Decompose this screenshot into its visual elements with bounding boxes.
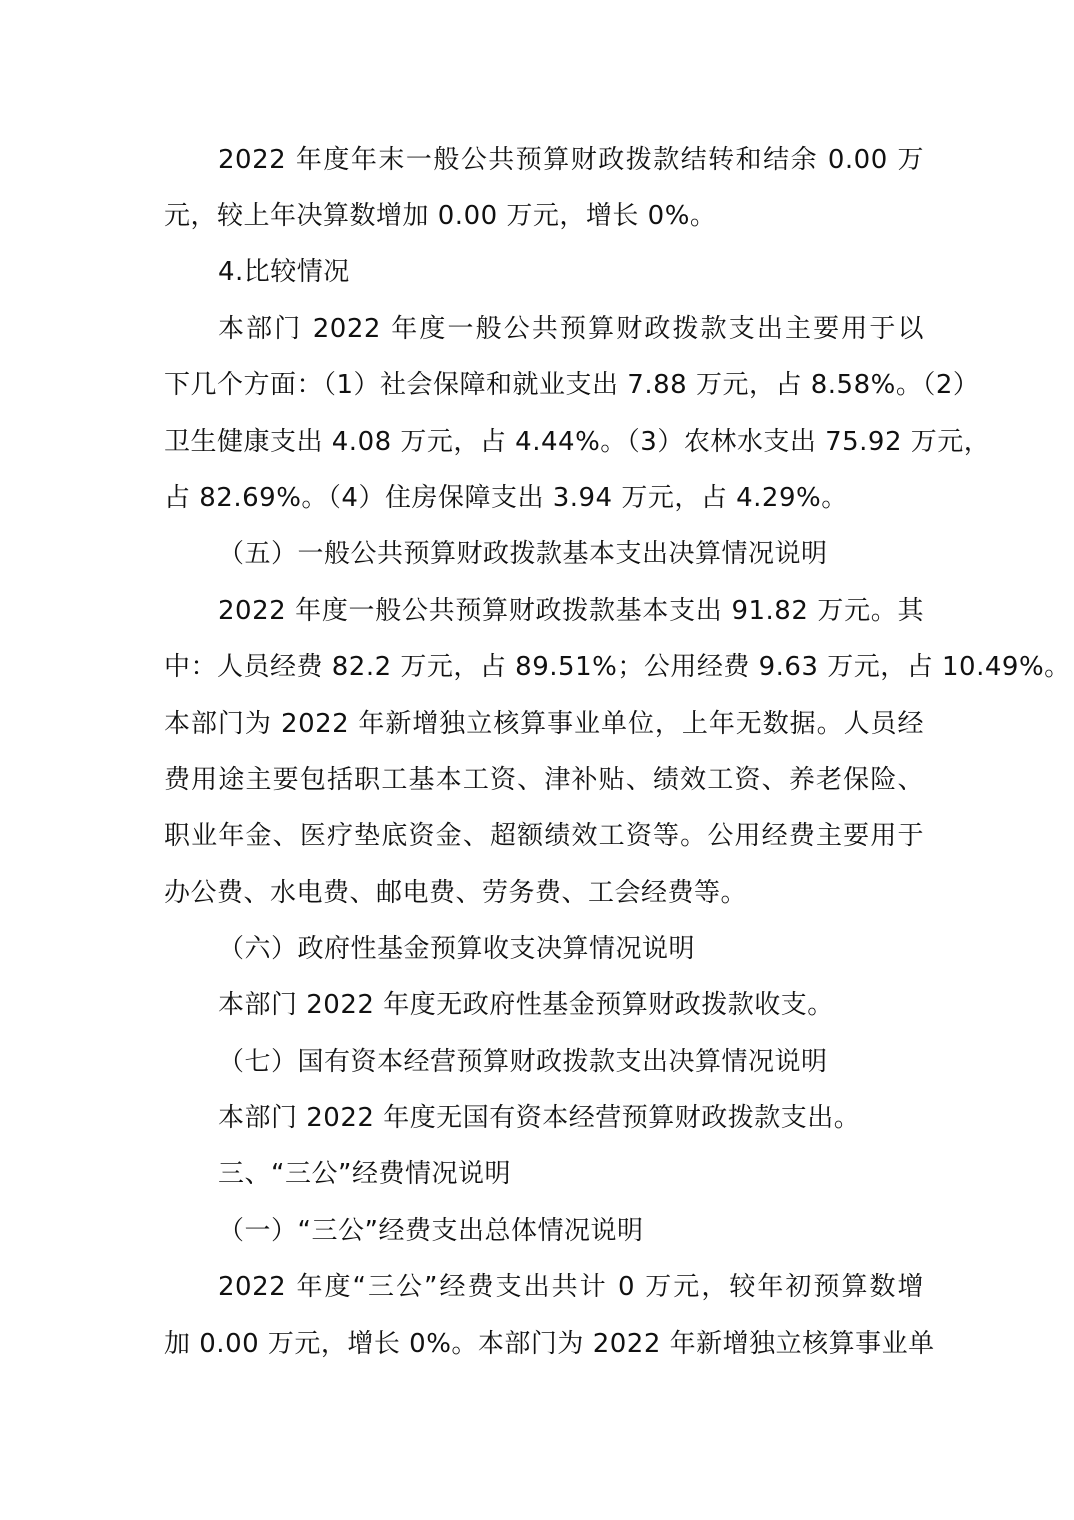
paragraph-line: 下几个方面：（1）社会保障和就业支出 7.88 万元，占 8.58%。（2） [164,370,980,400]
section-heading: （一）“三公”经费支出总体情况说明 [218,1216,644,1246]
section-heading: （六）政府性基金预算收支决算情况说明 [218,934,696,964]
paragraph-line: 中：人员经费 82.2 万元，占 89.51%；公用经费 9.63 万元，占 10.49%。 [164,652,1071,682]
paragraph-line: 本部门为 2022 年新增独立核算事业单位，上年无数据。人员经 [164,709,924,739]
paragraph-line: 职业年金、医疗垫底资金、超额绩效工资等。公用经费主要用于 [164,821,924,851]
paragraph-line: 费用途主要包括职工基本工资、津补贴、绩效工资、养老保险、 [164,765,924,795]
paragraph-line: 2022 年度“三公”经费支出共计 0 万元，较年初预算数增 [218,1272,924,1302]
paragraph-line: 元，较上年决算数增加 0.00 万元，增长 0%。 [164,201,717,231]
paragraph-line: 加 0.00 万元，增长 0%。本部门为 2022 年新增独立核算事业单 [164,1329,935,1359]
section-heading: 4.比较情况 [218,257,350,287]
paragraph-line: 2022 年度年末一般公共预算财政拨款结转和结余 0.00 万 [218,145,924,175]
paragraph-line: 本部门 2022 年度无国有资本经营预算财政拨款支出。 [218,1103,861,1133]
section-heading: （七）国有资本经营预算财政拨款支出决算情况说明 [218,1047,828,1077]
paragraph-line: 占 82.69%。（4）住房保障支出 3.94 万元，占 4.29%。 [164,483,848,513]
paragraph-line: 本部门 2022 年度无政府性基金预算财政拨款收支。 [218,990,834,1020]
paragraph-line: 卫生健康支出 4.08 万元，占 4.44%。（3）农林水支出 75.92 万元， [164,427,991,457]
paragraph-line: 本部门 2022 年度一般公共预算财政拨款支出主要用于以 [218,314,924,344]
paragraph-line: 2022 年度一般公共预算财政拨款基本支出 91.82 万元。其 [218,596,924,626]
chapter-heading: 三、“三公”经费情况说明 [218,1159,511,1189]
paragraph-line: 办公费、水电费、邮电费、劳务费、工会经费等。 [164,878,748,908]
section-heading: （五）一般公共预算财政拨款基本支出决算情况说明 [218,539,828,569]
